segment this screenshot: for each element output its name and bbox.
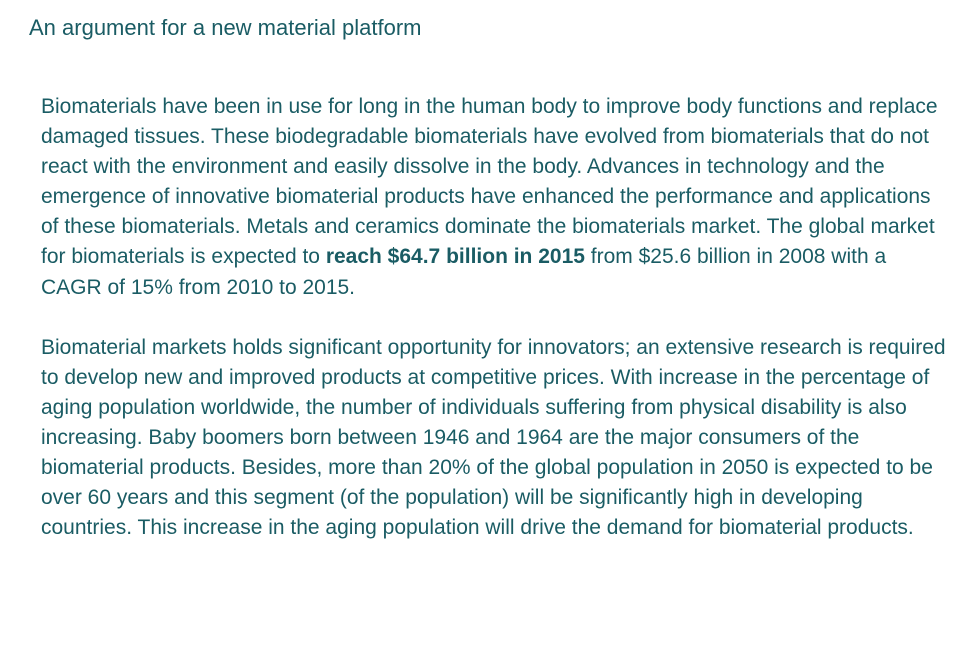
slide-body	[41, 92, 951, 543]
paragraph-market-opportunity: Biomaterial markets holds significant opportunity for innovators; an extensive research is required to develop new and improved products at competitive prices. With increase in the percentage of aging population worldwide, the number of individuals suffering from physical disability is also increasing. Baby boomers born between 1946 and 1964 are the major consumers of the biomaterial products. Besides, more than 20% of the global population in 2050 is expected to be over 60 years and this segment (of the population) will be significantly high in developing countries. This increase in the aging population will drive the demand for biomaterial products.	[41, 335, 946, 540]
slide-title: An argument for a new material platform	[29, 15, 422, 40]
paragraph-1-text-start: Biomaterials have been in use for long in the human body to improve body functions and replace damaged tissues. These biodegradable biomaterials have evolved from biomaterials that do not react with the environment and easily dissolve in the body. Advances in technology and the emergence of innovative biomaterial products have enhanced the performance and applications of these biomaterials. Metals and ceramics dominate the biomaterials market. The global market for biomaterials is expected to	[41, 95, 938, 269]
paragraph-1-text-end: from $25.6 billion in 2008 with a CAGR of 15% from 2010 to 2015.	[41, 245, 887, 299]
market-forecast-highlight: reach $64.7 billion in 2015	[325, 245, 585, 269]
paragraph-market-overview	[41, 92, 951, 303]
